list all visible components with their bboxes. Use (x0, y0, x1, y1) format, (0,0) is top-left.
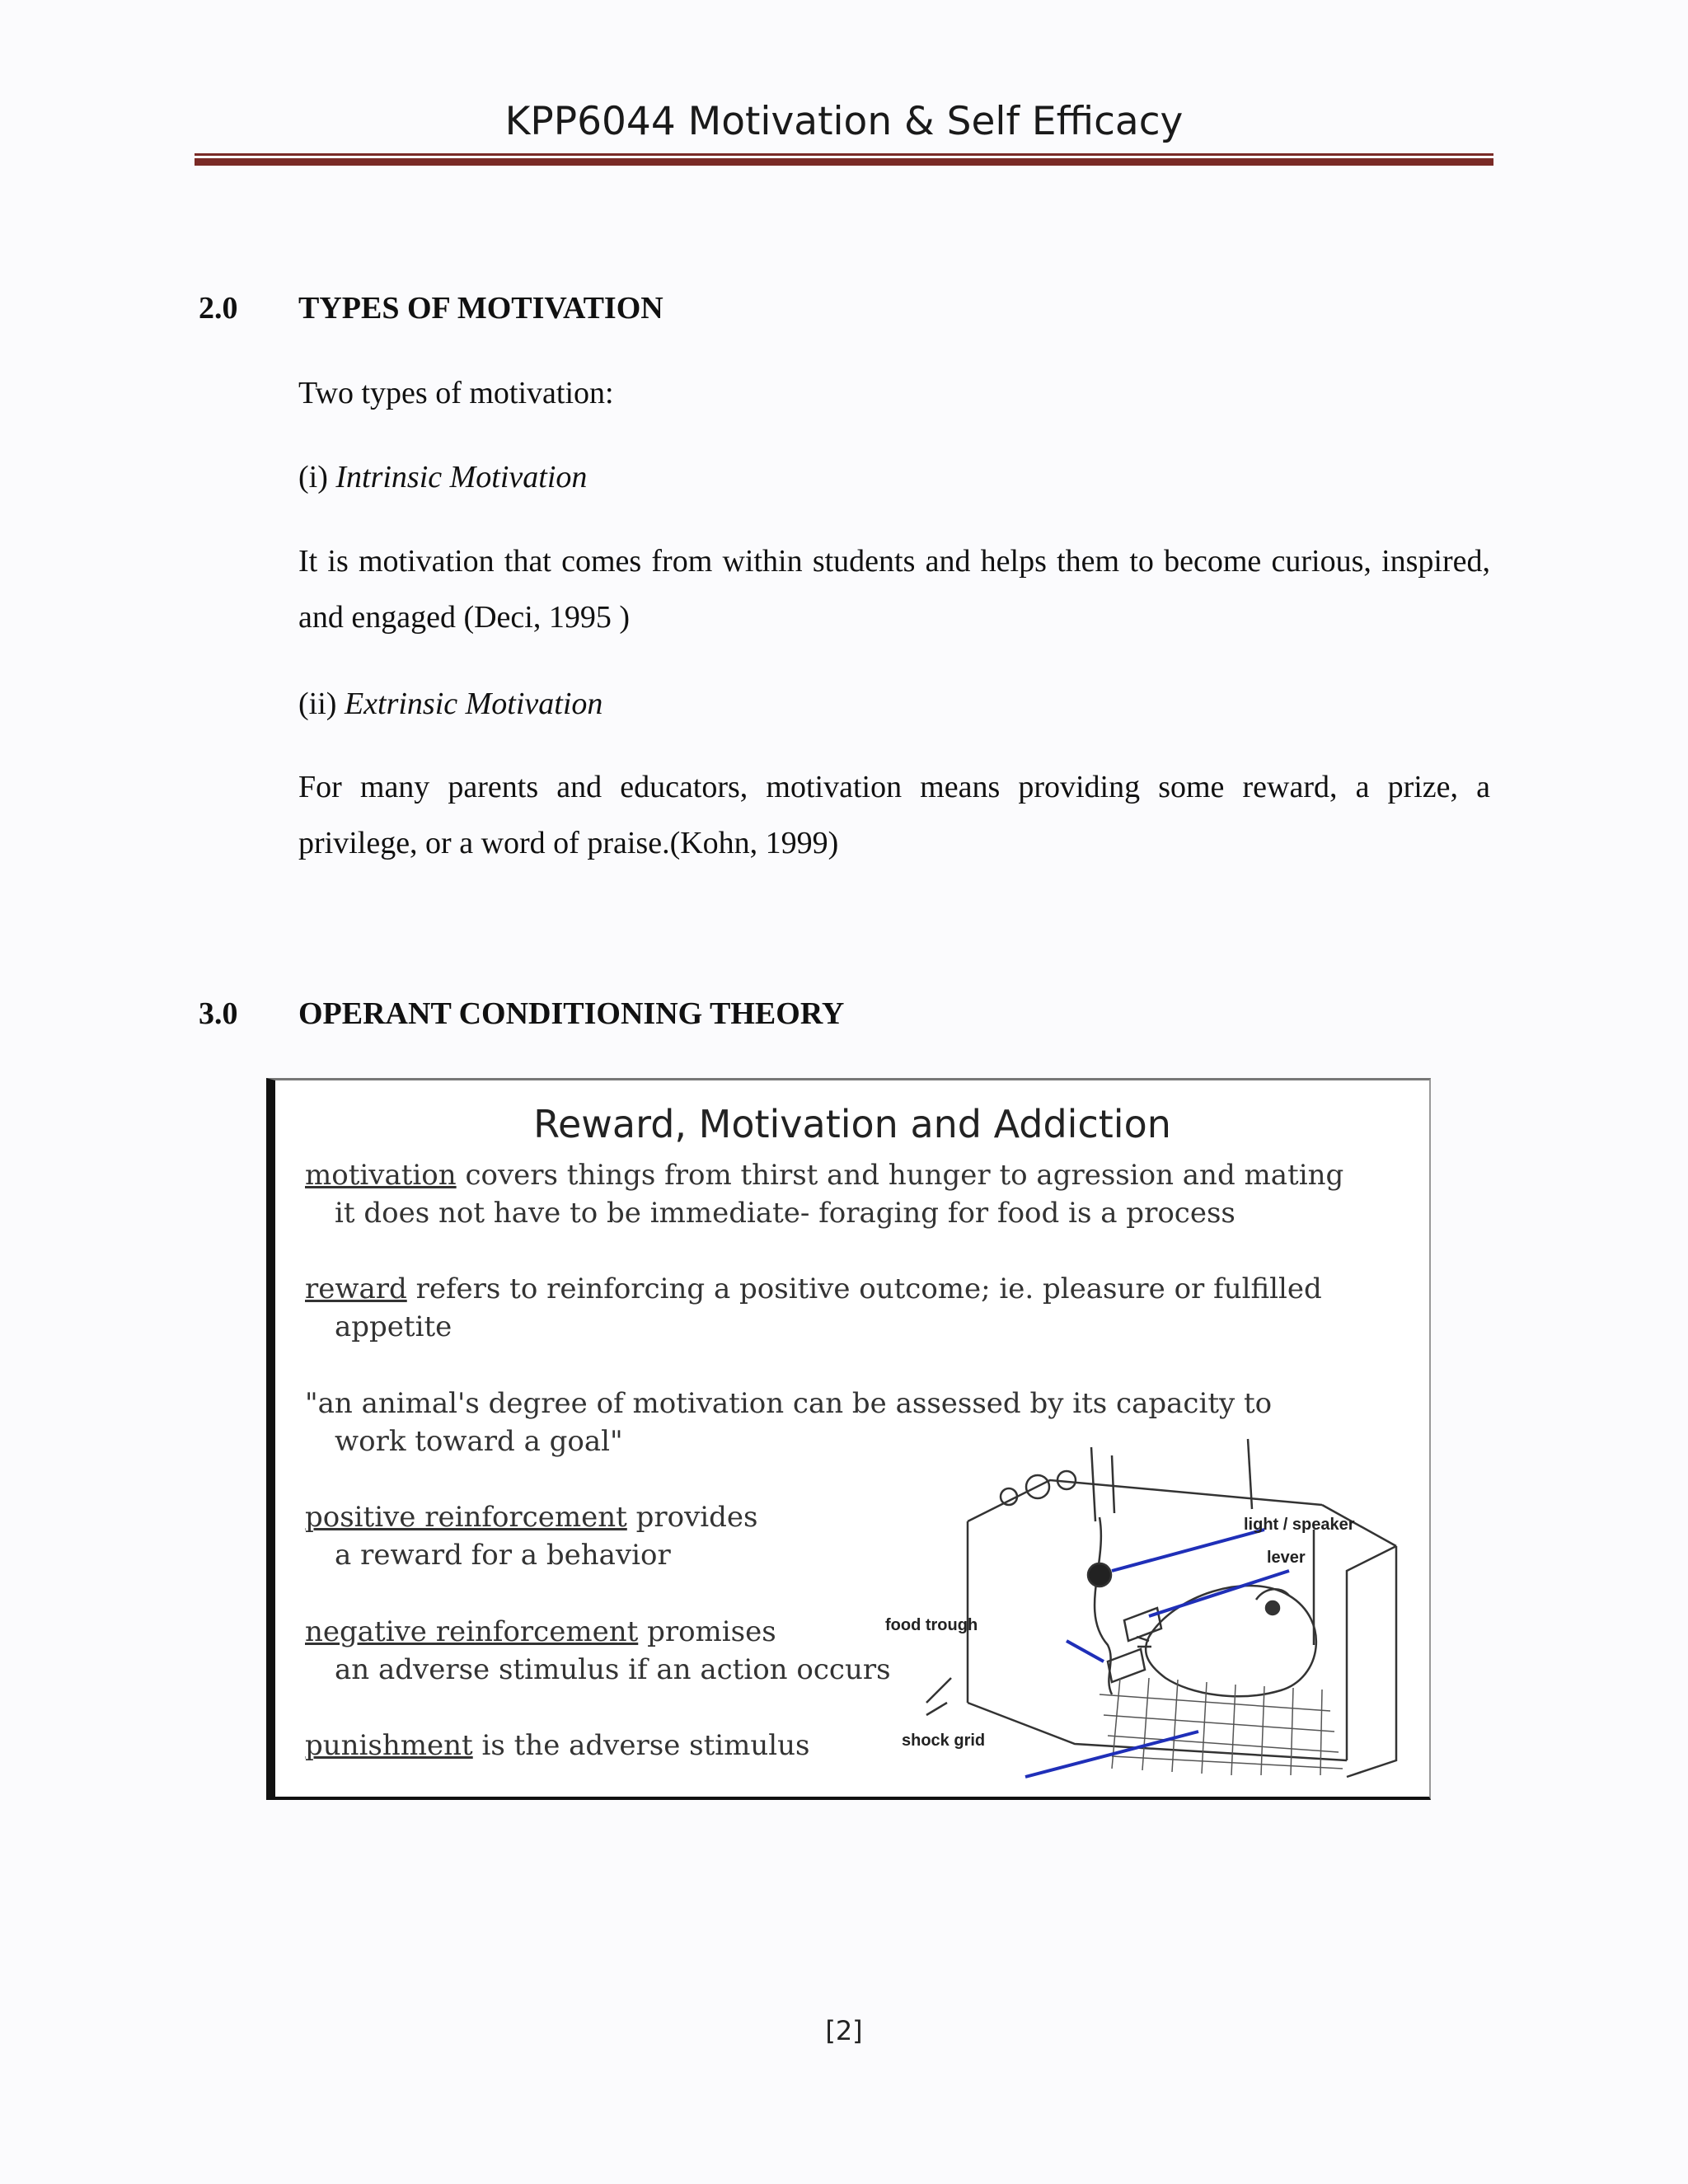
reward-line1: refers to reinforcing a positive outcome; ie. pleasure or fulfilled (406, 1272, 1322, 1305)
quote-line1: "an animal's degree of motivation can be assessed by its capacity to (305, 1387, 1273, 1420)
positive-line2: a reward for a behavior (335, 1539, 671, 1572)
term-motivation: motivation (305, 1159, 457, 1192)
term-punishment: punishment (305, 1729, 473, 1762)
punishment-line1: is the adverse stimulus (472, 1729, 810, 1762)
types-intro: Two types of motivation: (298, 376, 614, 410)
intrinsic-label: Intrinsic Motivation (335, 460, 588, 494)
figure-item-positive-reinforcement (305, 1498, 758, 1574)
figure-item-negative-reinforcement (305, 1613, 891, 1689)
label-shock-grid: shock grid (902, 1732, 986, 1750)
figure-item-reward (305, 1270, 1322, 1346)
figure-title: Reward, Motivation and Addiction (533, 1102, 1171, 1146)
term-reward: reward (305, 1272, 407, 1305)
header-rule-thick (195, 158, 1493, 166)
negative-line1: promises (638, 1615, 776, 1648)
intrinsic-heading (298, 449, 587, 505)
figure-item-motivation (305, 1156, 1343, 1232)
motivation-line1: covers things from thirst and hunger to agression and mating (456, 1159, 1344, 1192)
section-3-title: OPERANT CONDITIONING THEORY (298, 996, 845, 1031)
quote-line2: work toward a goal" (335, 1425, 623, 1458)
term-negative-reinforcement: negative reinforcement (305, 1615, 639, 1648)
reward-line2: appetite (335, 1310, 452, 1343)
extrinsic-description: For many parents and educators, motivation means providing some reward, a prize, a privilege, or a word of praise.(Kohn, 1999) (298, 770, 1490, 860)
figure-item-punishment (305, 1727, 809, 1765)
label-food-trough: food trough (885, 1616, 978, 1634)
intrinsic-description: It is motivation that comes from within students and helps them to become curious, inspired, and engaged (Deci, 1995 ) (298, 544, 1490, 635)
label-lever: lever (1267, 1549, 1306, 1567)
intrinsic-prefix: (i) (298, 460, 336, 494)
figure-slide (266, 1078, 1431, 1800)
extrinsic-prefix: (ii) (298, 687, 345, 721)
extrinsic-label: Extrinsic Motivation (344, 687, 603, 721)
section-3-number: 3.0 (199, 996, 238, 1031)
page-header-title: KPP6044 Motivation & Self Efficacy (504, 99, 1184, 144)
term-positive-reinforcement: positive reinforcement (305, 1501, 627, 1534)
extrinsic-heading (298, 676, 603, 732)
page-number: [2] (825, 2015, 863, 2046)
label-light-speaker: light / speaker (1244, 1516, 1355, 1534)
motivation-line2: it does not have to be immediate- foraging for food is a process (335, 1197, 1236, 1230)
positive-line1: provides (626, 1501, 758, 1534)
header-rule-thin (195, 153, 1493, 156)
negative-line2: an adverse stimulus if an action occurs (335, 1653, 891, 1686)
section-2-number: 2.0 (199, 291, 238, 326)
section-2-title: TYPES OF MOTIVATION (298, 291, 663, 326)
